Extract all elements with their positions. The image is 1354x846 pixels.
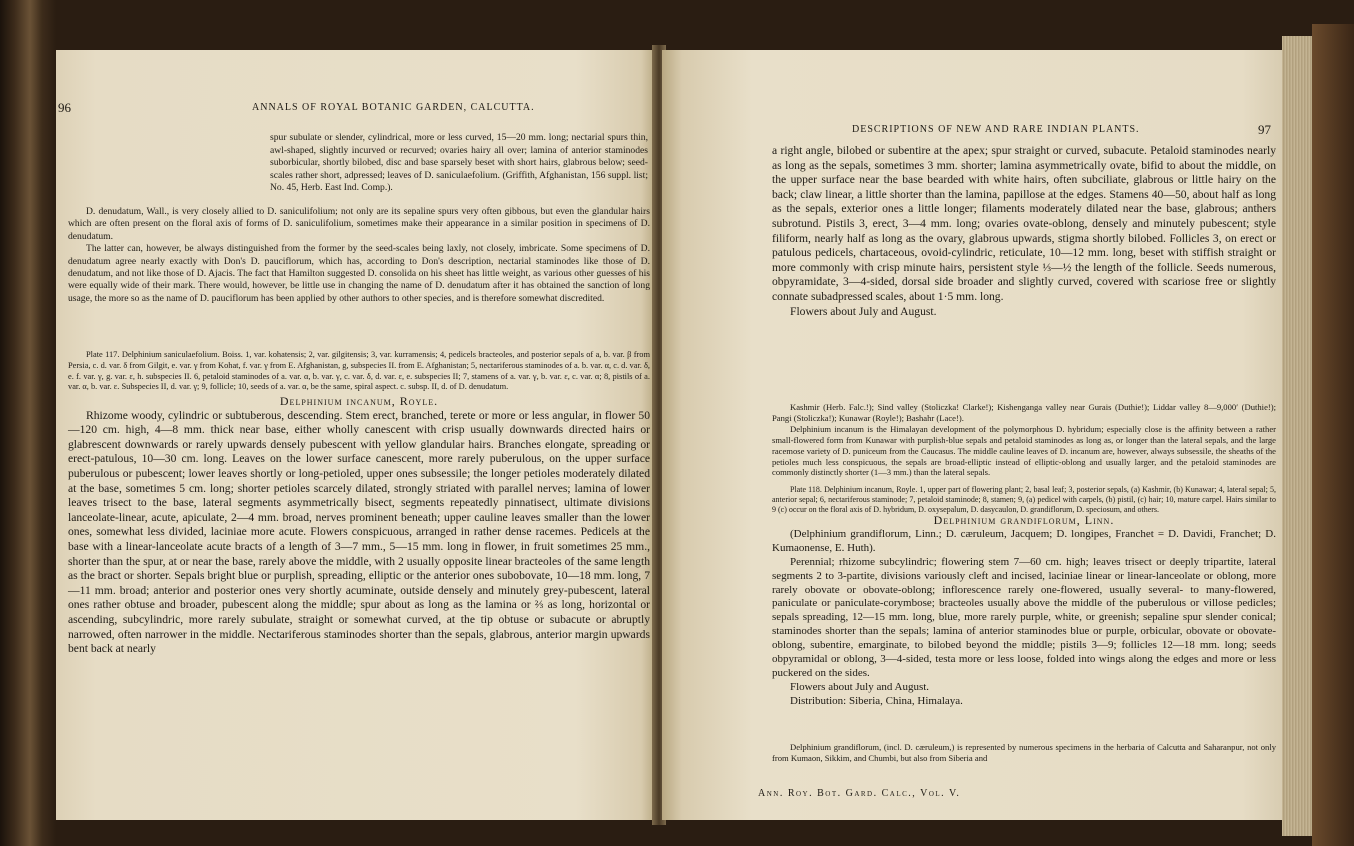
flowering-time: Flowers about July and August. [790,304,937,318]
distribution: Distribution: Siberia, China, Himalaya. [790,694,963,707]
species-heading: Delphinium incanum, Royle. [279,394,439,408]
continuation-text: a right angle, bilobed or subentire at the apex; spur straight or curved, subacute. Petaloid staminodes nearly as long as the sepals, sometimes 3 mm. shorter; lamina asymmetrically ovate, bifid to about the middle, on the upper surface near the base bearded with white hairs, often subciliate, glabrous or little hairy on the back; claw linear, a little shorter than the lamina, papillose at the edges. Stamens 40—50, about half as long as the sepals, exterior ones a little longer; filaments moderately dilated near the base, glabrous; anthers subrotund. Pistils 3, erect, 3—4 mm. long; ovaries ovate-oblong, densely and minutely pubescent; style filiform, nearly half as long as the ovary, glabrous upwards, stigma shortly bilobed. Follicles 3, on erect or patulous pedicels, chartaceous, ovoid-cylindric, reticulate, 10—12 mm. long, beset with stiffish straight or more commonly with crisp minute hairs, persistent style ⅓—½ the length of the follicle. Seeds numerous, obpyramidate, 3—4-sided, dorsal side broader and slightly curved, covered with scariose free or slightly connate subadpressed scales, about 1·5 mm. long. [772,144,1276,303]
localities: Kashmir (Herb. Falc.!); Sind valley (Stoliczka! Clarke!); Kishenganga valley near Gurais (Duthie!); Liddar valley 8—9,000′ (Duthie!); Pangi (Stoliczka!); Kunawar (Royle!); Bashahr (Lace!). [772,402,1276,423]
plate-118-caption [772,485,1276,516]
flowering-time: Flowers about July and August. [790,680,930,693]
left-page [56,50,656,820]
left-discussion [68,206,650,305]
incanum-continuation [772,144,1276,319]
plate-caption-text: Plate 118. Delphinium incanum, Royle. 1, upper part of flowering plant; 2, basal leaf; 3, posterior sepals, (a) Kashmir, (b) Kunawar; 4, lateral sepal; 5, anterior sepal; 6, nectariferous staminode; 7, petaloid staminode; 8, stamen; 9, (a) pedicel with carpels, (b) pistil, (c) hair; 10, mature carpel. Hairs similar to 9 (c) occur on the floral axis of D. hybridum, D. oxysepalum, D. dasycaulon, D. grandiflorum, D. speciosum, and others. [772,485,1276,515]
species-heading: Delphinium grandiflorum, Linn. [933,513,1115,527]
page-footer: Ann. Roy. Bot. Gard. Calc., Vol. V. [758,788,961,799]
incanum-section [68,394,650,657]
discussion: Delphinium incanum is the Himalayan development of the polymorphous D. hybridum; especially close is the affinity between a rather small-flowered form from Kunawar with purplish-blue sepals and petaloid staminodes as long as, or longer than the lateral sepals, and the large racemose variety of D. puniceum from the Caucasus. The middle cauline leaves of D. incanum are, however, always subsessile, the sheaths of the petioles much less conspicuous, the sepals are broad-elliptic instead of elliptic-oblong and usually larger, and the petaloid staminodes are commonly distinctly shorter (1—3 mm.) than the lateral sepals. [772,423,1276,478]
denudatum-paragraph-2: The latter can, however, be always distinguished from the former by the seed-scales being laxly, not closely, imbricate. Some specimens of D. denudatum agree nearly exactly with Don's D. pauciflorum, which has, according to Don's description, nectarial staminodes like those of D. denudatum, and not like those of D. Ajacis. The fact that Hamilton suggested D. consolida on his sheet has little weight, as various other guesses of his were equally wide of their mark. There would, however, be little use in changing the name of D. denudatum after it has obtained the sanction of long usage, the more so as the name of D. pauciflorum has been applied by other authors to other species, and is therefore somewhat discredited. [68,243,650,304]
left-continuation [270,132,648,195]
synonyms: (Delphinium grandiflorum, Linn.; D. cæruleum, Jacquem; D. longipes, Franchet = D. Davidi, Franchet; D. Kumaonense, E. Huth). [772,527,1276,554]
grandiflorum-notes [772,742,1276,764]
denudatum-paragraph: D. denudatum, Wall., is very closely allied to D. saniculifolium; not only are its sepaline spurs very often gibbous, but even the glandular hairs which are often present on the floral axis of forms of D. saniculifolium, sometimes make their appearance in a similar position in specimens of D. denudatum. [68,206,650,242]
continuation-text: spur subulate or slender, cylindrical, more or less curved, 15—20 mm. long; nectarial spurs thin, awl-shaped, slightly incurved or recurved; ovaries hairy all over; lamina of anterior staminodes suborbicular, shortly bilobed, disc and base sparsely beset with short hairs, glabrous below; seed-scales rather short, adpressed; leaves of D. saniculaefolium. (Griffith, Afghanistan, 156 suppl. list; No. 45, Herb. East Ind. Comp.). [270,132,648,194]
right-page-number: 97 [1258,122,1271,137]
species-description: Rhizome woody, cylindric or subtuberous, descending. Stem erect, branched, terete or more or less angular, in flower 50—120 cm. high, 4—8 mm. thick near base, either wholly canescent with crisp usually downwards directed hairs or glabrescent downwards or rarely upwards densely pubescent with yellow glandular hairs. Branches elongate, spreading or erect-patulous, 10—30 cm. long. Leaves on the lower surface canescent, more rarely puberulous, on the upper surface puberulous or pubescent; lower leaves shortly or long-petioled, upper ones subsessile; the longer petioles moderately dilated at the base, sometimes 5 cm. long; shorter petioles scarcely dilated, strongly striated with parallel nerves; lamina of lower leaves trisect to the base, lateral segments asymmetrically bisect, segments repeatedly pinnatisect, ultimate divisions lanceolate-linear, acute, apiculate, 2—4 mm. broad, nerves prominent beneath; upper cauline leaves smaller than the lower ones, somewhat less divided, laciniae more acute. Flowers conspicuous, arranged in rather dense racemes. Pedicels at the base with a linear-lanceolate acute bracts of a length of 3—7 mm., 5—15 mm. long in flower, in fruit sometimes 25 mm., shorter than the spur, at or near the base, rarely above the middle, with 2 usually opposite linear bracteoles of the same length as the bract or shorter. Sepals bright blue or purplish, spreading, elliptic or the anterior ones subobovate, 10—18 mm. long, 7—11 mm. broad; anterior and posterior ones very shortly acuminate, outside densely and minutely grey-pubescent, lateral ones rather obtuse and broader, pubescent along the middle; spur about as long as the lamina or ⅔ as long, horizontal or ascending, subcylindric, more rarely subulate, straight or somewhat curved, at the tip obtuse or subacute or abruptly narrowed, often narrower in the middle. Nectariferous staminodes shorter than the sepals, glabrous, anterior margin upwards bent back at nearly [68,408,650,656]
grandiflorum-section [772,514,1276,709]
left-page-number: 96 [58,100,71,115]
left-running-head: ANNALS OF ROYAL BOTANIC GARDEN, CALCUTTA. [252,102,535,113]
page-edges [1282,36,1312,836]
plate-caption-text: Plate 117. Delphinium saniculaefolium. Boiss. 1, var. kohatensis; 2, var. gilgitensis; 3, var. kurramensis; 4, pedicels bracteoles, and posterior sepals of a, b. var. β from Persia, c. d. var. δ from Gilgit, e. var. γ from Kohat, f. var. γ from E. Afghanistan, g, subspecies II. from E. Afghanistan; 5, nectariferous staminodes of a. b. var. α, c. d. var. δ, e. f. var. γ, g. var. ε, h. subspecies II. 6, petaloid staminodes of a. var. α, b. var. γ, c. var. δ, d. var. ε, e. subspecies II; 7, stamens of a. var. γ, b. var. ε, c. var. α; 8, pistils of a. var. α, b. var. ε. Subspecies II, d. var. γ; 9, follicle; 10, seeds of a. var. α, be the same, spiral aspect. c. subsp. II, d. of D. denudatum. [68,350,650,392]
right-running-head: DESCRIPTIONS OF NEW AND RARE INDIAN PLANTS. [852,124,1140,135]
incanum-notes [772,402,1276,478]
discussion: Delphinium grandiflorum, (incl. D. cæruleum,) is represented by numerous specimens in the herbaria of Calcutta and Saharanpur, not only from Kumaon, Sikkim, and Chumbi, but also from Siberia and [772,742,1276,763]
right-page [662,50,1282,820]
species-description: Perennial; rhizome subcylindric; flowering stem 7—60 cm. high; leaves trisect or deeply tripartite, lateral segments 2 to 3-partite, divisions variously cleft and incised, laciniae linear or linear-lanceolate or oblong, more rarely obovate or obovate-oblong; inflorescence rarely one-flowered, usually several- to many-flowered, paniculate or paniculate-corymbose; bracteoles usually above the middle of the puberulous or villose pedicles; sepals spreading, 12—15 mm. long, blue, more rarely purple, white, or greenish; sepaline spur slender conical; staminodes shorter than the sepals; lamina of anterior staminodes blue or purple, orbicular, obovate or obovate-oblong, subentire, emarginate, to bilobed beyond the middle; pistils 3—9; follicles 12—18 mm. long; seeds obpyramidal or oblong, 3—4-sided, testa more or less loose, folded into wings along the edges and more or less puckered on the sides. [772,555,1276,679]
book-cover-edge [1312,24,1354,846]
plate-117-caption [68,350,650,393]
